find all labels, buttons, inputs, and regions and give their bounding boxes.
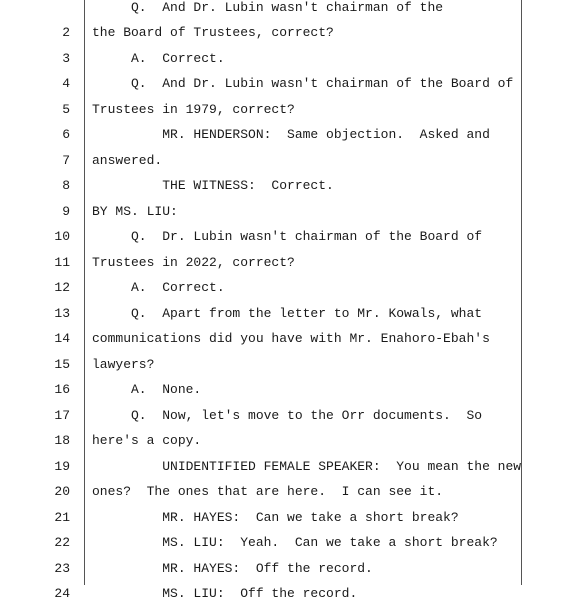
transcript-line (0, 173, 585, 199)
transcript-line (0, 199, 585, 225)
line-text: here's a copy. (92, 433, 202, 448)
transcript-line (0, 224, 585, 250)
line-text: Q. Now, let's move to the Orr documents. So (92, 407, 483, 423)
line-number: 15 (54, 356, 70, 372)
line-number: 22 (54, 535, 70, 550)
line-text: A. None. (92, 382, 202, 397)
transcript-line (0, 530, 585, 556)
line-text: UNIDENTIFIED FEMALE SPEAKER: You mean the new (92, 458, 522, 474)
line-text: A. Correct. (92, 280, 225, 295)
transcript-line (0, 326, 585, 352)
line-text: MR. HAYES: Off the record. (92, 560, 373, 576)
transcript-line (0, 0, 585, 20)
line-text: MR. HAYES: Can we take a short break? (92, 509, 459, 525)
transcript-line (0, 20, 585, 46)
transcript-line (0, 479, 585, 505)
line-number: 7 (62, 152, 70, 168)
line-text: Q. And Dr. Lubin wasn't chairman of the Board of (92, 76, 514, 91)
transcript-line (0, 250, 585, 276)
line-number: 12 (54, 280, 70, 295)
line-number: 9 (62, 203, 70, 219)
line-number: 6 (62, 127, 70, 142)
line-text: MS. LIU: Off the record. (92, 586, 358, 601)
line-text: lawyers? (92, 356, 155, 372)
line-text: the Board of Trustees, correct? (92, 25, 334, 40)
transcript-line (0, 556, 585, 582)
transcript-line (0, 71, 585, 97)
line-text: MR. HENDERSON: Same objection. Asked and (92, 127, 490, 142)
line-number: 10 (54, 229, 70, 244)
line-text: A. Correct. (92, 50, 225, 66)
line-number: 18 (54, 433, 70, 448)
line-number: 16 (54, 382, 70, 397)
line-number: 17 (54, 407, 70, 423)
transcript-line (0, 301, 585, 327)
line-text: Trustees in 1979, correct? (92, 101, 295, 117)
line-number: 14 (54, 331, 70, 346)
line-number: 20 (54, 484, 70, 499)
line-number: 11 (54, 254, 70, 270)
line-number: 24 (54, 586, 70, 601)
line-number: 8 (62, 178, 70, 193)
line-text: communications did you have with Mr. Enahoro-Ebah's (92, 331, 490, 346)
line-number: 4 (62, 76, 70, 91)
transcript-line (0, 428, 585, 454)
transcript-line (0, 403, 585, 429)
line-number: 13 (54, 305, 70, 321)
transcript-line (0, 148, 585, 174)
line-text: THE WITNESS: Correct. (92, 178, 334, 193)
transcript-line (0, 352, 585, 378)
line-text: Q. Dr. Lubin wasn't chairman of the Board of (92, 229, 483, 244)
transcript-line (0, 454, 585, 480)
line-text: answered. (92, 152, 163, 168)
line-number: 2 (62, 25, 70, 40)
transcript-line (0, 46, 585, 72)
line-number: 3 (62, 50, 70, 66)
transcript-line (0, 275, 585, 301)
line-number: 23 (54, 560, 70, 576)
line-number: 19 (54, 458, 70, 474)
line-text: BY MS. LIU: (92, 203, 178, 219)
transcript-line (0, 505, 585, 531)
transcript-line (0, 377, 585, 403)
transcript-line (0, 122, 585, 148)
line-text: Trustees in 2022, correct? (92, 254, 295, 270)
transcript-line (0, 97, 585, 123)
line-text: Q. Apart from the letter to Mr. Kowals, what (92, 305, 483, 321)
line-number: 5 (62, 101, 70, 117)
line-text: MS. LIU: Yeah. Can we take a short break? (92, 535, 498, 550)
line-number: 21 (54, 509, 70, 525)
line-text: Q. And Dr. Lubin wasn't chairman of the (92, 0, 444, 15)
line-text: ones? The ones that are here. I can see it. (92, 484, 444, 499)
